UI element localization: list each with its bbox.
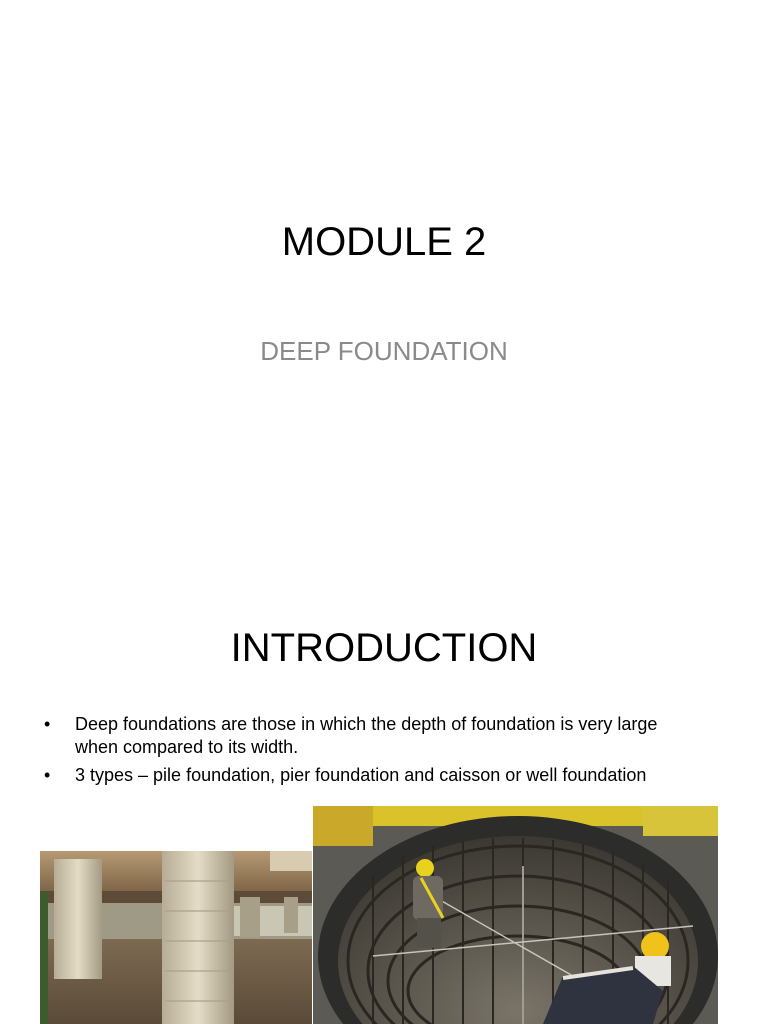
bullet-item (44, 764, 704, 787)
slide-subtitle: DEEP FOUNDATION (260, 336, 508, 366)
slide-title: MODULE 2 (281, 220, 487, 264)
bullet-icon: • (44, 765, 51, 785)
piles-under-deck-photo (40, 851, 312, 1024)
caisson-workers-photo (313, 806, 718, 1024)
bullet-text: Deep foundations are those in which the depth of foundation is very large when compared to its width. (75, 714, 658, 757)
slide-introduction (0, 576, 768, 1024)
bullet-item (44, 713, 704, 759)
slide-title: INTRODUCTION (230, 626, 538, 670)
bullet-list (44, 713, 704, 792)
bullet-icon: • (44, 714, 51, 734)
bullet-text: 3 types – pile foundation, pier foundation and caisson or well foundation (75, 765, 647, 785)
